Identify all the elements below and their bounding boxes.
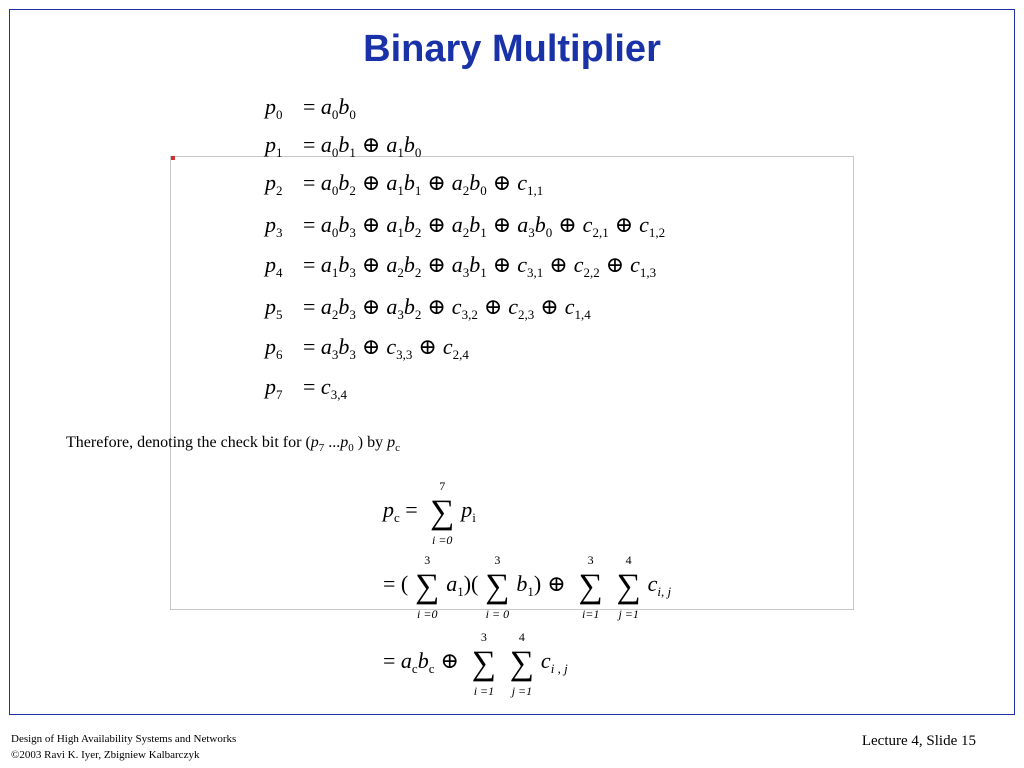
equation-p6: $p_6 = a_3b_3$ ⊕ $c_{3,3}$ ⊕ $c_{2,4}$ <box>265 334 469 362</box>
summation-symbol: ∑ 7 i =0 <box>430 479 455 547</box>
summation-symbol: ∑ 4 j =1 <box>616 553 641 621</box>
footer-credits <box>11 731 236 763</box>
equation-p7: $p_7 = c_{3,4}$ <box>265 374 347 402</box>
equation-p4: $p_4 = a_1b_3$ ⊕ $a_2b_2$ ⊕ $a_3b_1$ ⊕ $c_{3,1}$ ⊕ $c_{2,2}$ ⊕ $c_{1,3}$ <box>265 252 657 280</box>
footer-copyright: ©2003 Ravi K. Iyer, Zbigniew Kalbarczyk <box>11 749 200 761</box>
summation-symbol: ∑ 3 i = 0 <box>485 553 510 621</box>
summation-symbol: ∑ 3 i =0 <box>415 553 440 621</box>
checkbit-line-2: = ( ∑ 3 i =0 $a_1$)( ∑ 3 i = 0 $b_1$) ⊕ ∑ 3 i=1 ∑ 4 j =1 $c_{i, j}$ <box>383 553 672 621</box>
checkbit-line-3: = $a_cb_c$ ⊕ ∑ 3 i =1 ∑ 4 j =1 $c_{i , j}$ <box>383 630 568 698</box>
check-bit-statement: Therefore, denoting the check bit for ($p_7$ $...p_0$ ) by $p_c$ <box>66 434 400 455</box>
equation-p2: $p_2 = a_0b_2$ ⊕ $a_1b_1$ ⊕ $a_2b_0$ ⊕ $c_{1,1}$ <box>265 170 544 198</box>
footer-slide-number: Lecture 4, Slide 15 <box>861 733 976 749</box>
equation-p1: $p_1 = a_0b_1$ ⊕ $a_1b_0$ <box>265 132 422 160</box>
equation-p0: $p_0 = a_0b_0$ <box>265 94 356 122</box>
summation-symbol: ∑ 3 i=1 <box>578 553 603 621</box>
checkbit-line-1: $p_c$ = ∑ 7 i =0 $p_i$ <box>383 479 476 547</box>
equation-p3: $p_3 = a_0b_3$ ⊕ $a_1b_2$ ⊕ $a_2b_1$ ⊕ $a_3b_0$ ⊕ $c_{2,1}$ ⊕ $c_{1,2}$ <box>265 212 666 240</box>
slide-title: Binary Multiplier <box>363 28 661 70</box>
equation-p5: $p_5 = a_2b_3$ ⊕ $a_3b_2$ ⊕ $c_{3,2}$ ⊕ $c_{2,3}$ ⊕ $c_{1,4}$ <box>265 294 591 322</box>
footer-course: Design of High Availability Systems and Networks <box>11 733 237 745</box>
summation-symbol: ∑ 3 i =1 <box>471 630 497 698</box>
embedded-object-icon <box>171 156 175 160</box>
summation-symbol: ∑ 4 j =1 <box>509 630 535 698</box>
